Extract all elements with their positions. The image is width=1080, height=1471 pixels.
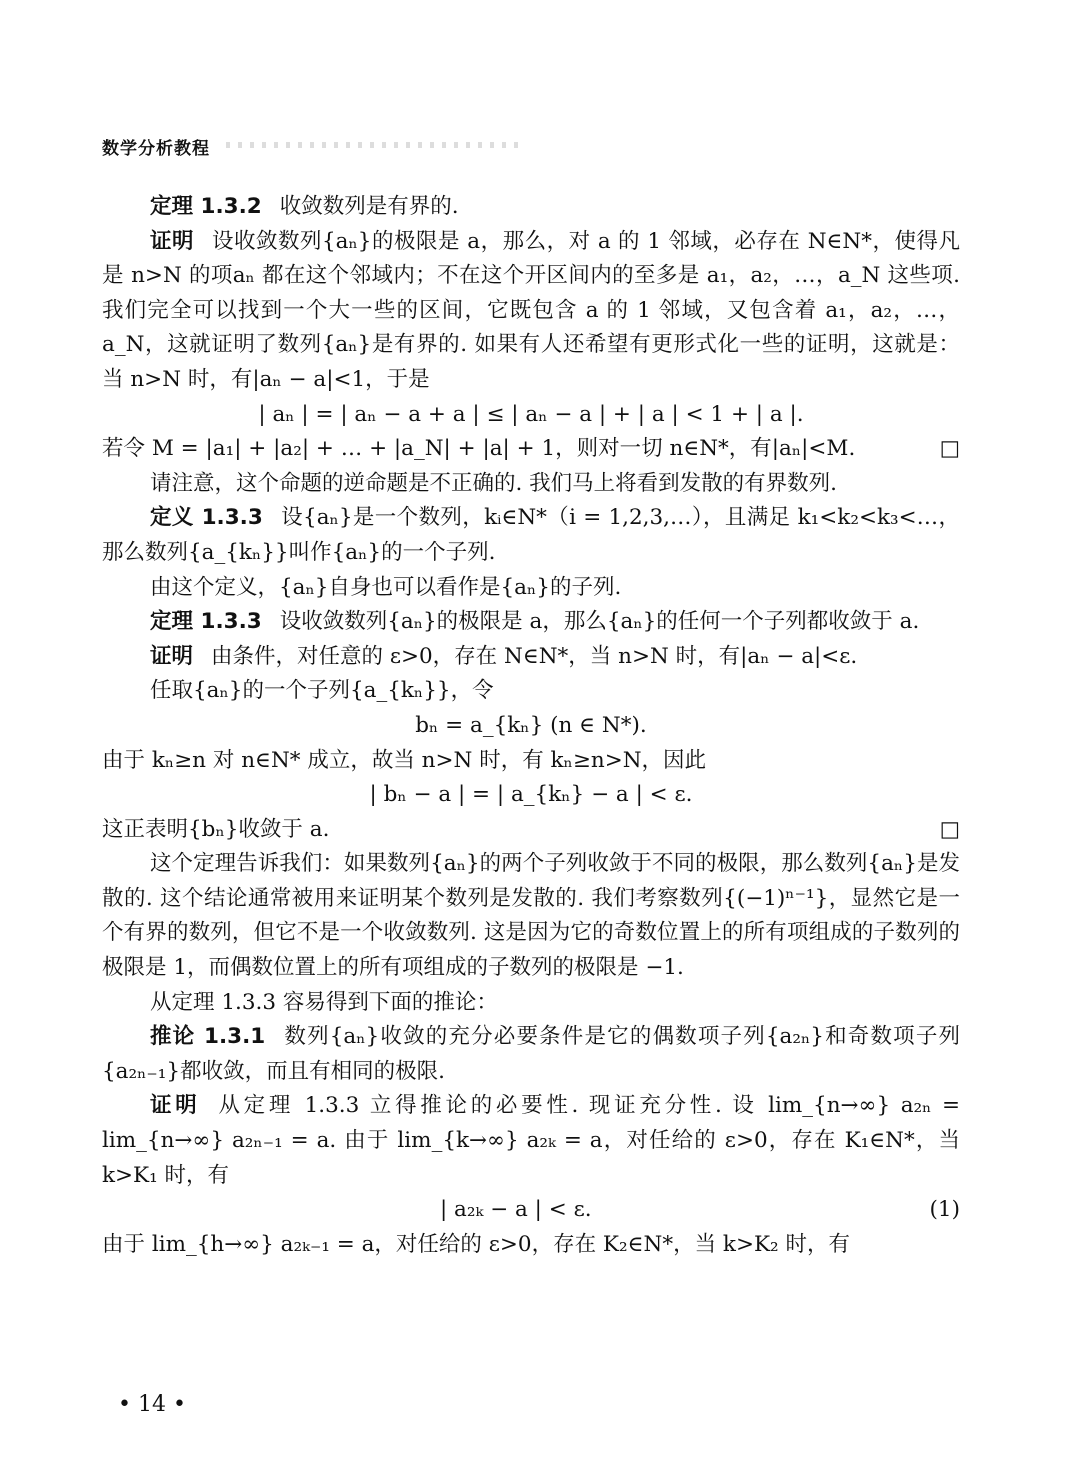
equation-abs-bound: | aₙ | = | aₙ − a + a | ≤ | aₙ − a | + | a | < 1 + | a |. (258, 401, 804, 427)
theorem-text: 设收敛数列{aₙ}的极限是 a，那么{aₙ}的任何一个子列都收敛于 a. (279, 609, 920, 635)
corollary-text: 数列{aₙ}收敛的充分必要条件是它的偶数项子列{a₂ₙ}和奇数项子列{a₂ₙ₋₁}都收敛，而且有相同的极限. (102, 1024, 961, 1084)
corollary-1-3-1 (102, 1020, 960, 1089)
equation-number: (1) (929, 1197, 960, 1223)
corollary-label: 推论 1.3.1 (150, 1024, 266, 1050)
proof-3 (102, 1089, 960, 1193)
proof-label: 证明 (150, 1093, 201, 1119)
page-number: • 14 • (118, 1392, 186, 1417)
theorem-1-3-3 (102, 605, 960, 640)
index-inequality: 由于 kₙ≥n 对 n∈N* 成立，故当 n>N 时，有 kₙ≥n>N，因此 (102, 747, 707, 773)
divergence-remark: 这个定理告诉我们：如果数列{aₙ}的两个子列收敛于不同的极限，那么数列{aₙ}是发散的. 这个结论通常被用来证明某个数列是发散的. 我们考察数列{(−1)ⁿ⁻¹}，显然它是一个有界的数列，但它不是一个收敛数列. 这是因为它的奇数位置上的所有项组成的子数列的极限是 1，而偶数位置上的所有项组成的子数列的极限是 −1. (102, 851, 960, 981)
proof-1 (102, 225, 960, 398)
conclusion-text: 这正表明{bₙ}收敛于 a. (102, 816, 330, 842)
page-body (102, 190, 960, 1262)
theorem-text: 收敛数列是有界的. (279, 194, 459, 219)
definition-remark: 由这个定义，{aₙ}自身也可以看作是{aₙ}的子列. (150, 574, 622, 600)
qed-icon: □ (939, 436, 960, 462)
bound-conclusion (102, 432, 960, 467)
running-header: 数学分析教程 (102, 139, 210, 159)
proof-text: 由条件，对任意的 ε>0，存在 N∈N*，当 n>N 时，有|aₙ − a|<ε. (211, 643, 858, 669)
qed-icon: □ (939, 816, 960, 842)
equation-b-bound: | bₙ − a | = | a_{kₙ} − a | < ε. (369, 782, 693, 808)
proof-2 (102, 640, 960, 675)
proof-text: 设收敛数列{aₙ}的极限是 a，那么，对 a 的 1 邻域，必存在 N∈N*，使得凡是 n>N 的项aₙ 都在这个邻域内；不在这个开区间内的至多是 a₁，a₂，…，a_N 这些项. 我们完全可以找到一个大一些的区间，它既包含 a 的 1 邻域，又包含着 a₁，a₂，…，a_N，这就证明了数列{aₙ}是有界的. 如果有人还希望有更形式化一些的证明，这就是：当 n>N 时，有|aₙ − a|<1，于是 (102, 228, 960, 392)
theorem-label: 定理 1.3.2 (150, 194, 262, 219)
converse-remark: 请注意，这个命题的逆命题是不正确的. 我们马上将看到发散的有界数列. (150, 470, 838, 496)
proof-text: 从定理 1.3.3 立得推论的必要性. 现证充分性. 设 lim_{n→∞} a₂ₙ = lim_{n→∞} a₂ₙ₋₁ = a. 由于 lim_{k→∞} a₂ₖ = a，对任给的 ε>0，存在 K₁∈N*，当 k>K₁ 时，有 (102, 1093, 960, 1188)
corollary-intro: 从定理 1.3.3 容易得到下面的推论： (150, 989, 498, 1015)
theorem-label: 定理 1.3.3 (150, 609, 262, 635)
definition-1-3-3 (102, 501, 960, 570)
proof-label: 证明 (150, 228, 194, 254)
equation-b-def: bₙ = a_{kₙ} (n ∈ N*). (415, 712, 647, 738)
proof-2-conclusion (102, 813, 960, 848)
proof-label: 证明 (150, 643, 194, 669)
header-scan-artifact (226, 142, 526, 148)
theorem-1-3-2 (102, 190, 960, 225)
equation-1 (102, 1193, 960, 1228)
definition-text: 设{aₙ}是一个数列，kᵢ∈N*（i = 1,2,3,…），且满足 k₁<k₂<k₃<…，那么数列{a_{kₙ}}叫作{aₙ}的一个子列. (102, 505, 961, 565)
equation-1-body: | a₂ₖ − a | < ε. (439, 1197, 592, 1223)
definition-label: 定义 1.3.3 (150, 505, 263, 531)
subsequence-choice: 任取{aₙ}的一个子列{a_{kₙ}}，令 (150, 678, 494, 704)
odd-subsequence-line: 由于 lim_{h→∞} a₂ₖ₋₁ = a，对任给的 ε>0，存在 K₂∈N*，当 k>K₂ 时，有 (102, 1231, 850, 1257)
bound-text: 若令 M = |a₁| + |a₂| + … + |a_N| + |a| + 1，则对一切 n∈N*，有|aₙ|<M. (102, 436, 856, 462)
